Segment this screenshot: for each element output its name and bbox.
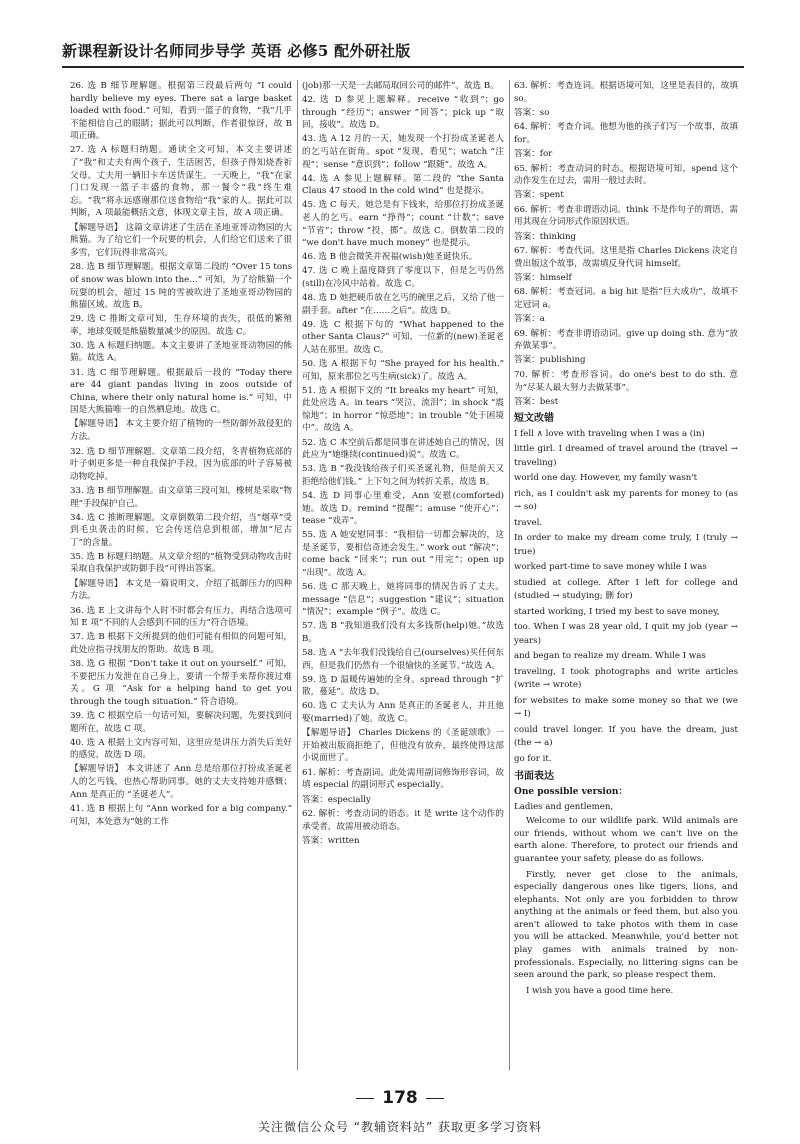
answer-item: 49. 选 C 根据下句的 “What happened to the other Santa Claus?” 可知，一位新的(new)圣诞老人站在那里。故选 C。 [302,319,504,355]
answer-item: 58. 选 A “去年我们没钱给自己(ourselves)买任何东西，但是我们仍然有一个很愉快的圣诞节。”故选 A。 [302,648,504,671]
answer-column-3 [514,80,738,1080]
answer-key: 答案：best [514,396,559,407]
correction-line: little girl. I dreamed of travel around the (travel → traveling) [514,444,738,468]
footer-promo: 关注微信公众号 “教辅资料站” 获取更多学习资料 [257,1120,543,1134]
answer-item: 65. 解析：考查动词的时态。根据语境可知，spend 这个动作发生在过去，需用一般过去时。 [514,163,738,187]
answer-item: 36. 选 E 上文讲每个人时不时都会有压力，再结合选项可知 E 项“不同的人会感到不同的压力”符合语境。 [70,605,292,629]
page-number-dash-right [426,1098,444,1099]
answer-item: 34. 选 C 推断理解题。文章倒数第二段介绍，当“烟草”受到毛虫袭击的时候，它会传送信息到根部，增加“尼古丁”的含量。 [70,512,292,548]
answer-item: 54. 选 D 同事心里难受，Ann 安慰(comforted)她。故选 D。remind “提醒”；amuse “使开心”；tease “戏弄”。 [302,490,504,527]
guide-note: 【解题导语】 本文主要介绍了植物的一些防御外敌侵犯的方法。 [70,419,292,443]
answer-column-2 [302,80,504,1080]
answer-column-1 [70,80,292,1080]
correction-line: I fell ∧ love with traveling when I was a (in) [514,428,705,439]
answer-item: 47. 选 C 晚上温度降到了零度以下，但是乞丐仍然(still)在冷风中站着。故选 C。 [302,266,504,289]
answer-item: 45. 选 C 每天，她总是有下钱来，给那位打扮成圣诞老人的乞丐。earn “挣得”；count “计数”；save “节省”；throw “投，掷”。故选 C。倒数第二段的 “we don't have much money” 也是提示。 [302,200,504,249]
answer-item: 38. 选 G 根据 “Don't take it out on yourself.” 可知，不要把压力发泄在自己身上，要请一个帮手来帮你渡过难关。G 项 “Ask for a helping hand to get you through the tough situation.” 符合语境。 [70,659,292,707]
answer-item: 60. 选 C 丈夫认为 Ann 是真正的圣诞老人，并且他娶(married)了她。故选 C。 [302,701,504,724]
answer-item: 56. 选 C 那天晚上，她将同事的情况告诉了丈夫。message “信息”；suggestion “建议”；situation “情况”；example “例子”。故选 C。 [302,582,504,618]
correction-passage [514,428,738,767]
answer-item: 51. 选 A 根据下文的 “It breaks my heart” 可知，此处应选 A。in tears “哭泣，流泪”；in shock “震惊地”；in horror “惊恐地”；in trouble “处于困境中”。故选 A。 [302,385,504,434]
answer-item: 68. 解析：考查冠词。a big hit 是指“巨大成功”，故填不定冠词 a。 [514,287,738,310]
answer-item: 70. 解析：考查形容词。do one's best to do sth. 意为“尽某人最大努力去做某事”。 [514,369,738,393]
correction-line: studied at college. After I left for college and (studied → studying; 删 for) [514,577,738,602]
correction-line: rich, as I couldn't ask my parents for money to (as → so) [514,488,738,513]
writing-title: 书面表达 [514,771,554,783]
correction-line: traveling, I took photographs and write articles (write → wrote) [514,666,738,691]
answer-item: 28. 选 B 细节理解题。根据文章第二段的 “Over 15 tons of snow was blown into the…” 可知，为了给熊猫一个玩耍的机会，超过 15 吨的雪被吹进了圣地亚哥动物园的熊猫区域。故选 B。 [70,262,292,311]
correction-title: 短文改错 [514,413,554,425]
answer-item: 53. 选 B “我没钱给孩子们买圣诞礼物，但是前天又拒绝给他们钱。” 上下句之间为转折关系，故选 B。 [302,464,504,487]
guide-note: 【解题导语】 这篇文章讲述了生活在圣地亚哥动物园的大熊猫。为了给它们一个玩要的机会，人们给它们送来了很多雪，它们玩得非常高兴。 [70,222,292,258]
correction-line: travel. [514,517,543,528]
answer-key: 答案：written [302,835,360,846]
writing-paragraph: Firstly, never get close to the animals, especially dangerous ones like tigers, lions, and elephants. Not only are you forbidden to throw anything at the animals or feed them, but also you aren't allowed to take photos with them in case you will be attacked. Meanwhile, you'd better not play games with animals trained by non-professionals. Especially, no littering signs can be seen around the park, so please respect them. [514,869,738,981]
answer-item: 30. 选 A 标题归纳题。本文主要讲了圣地亚哥动物园的熊猫。故选 A。 [70,340,292,364]
answer-item: 32. 选 D 细节理解题。文章第二段介绍，冬青植物底部的叶子刺更多是一种自我保护手段，因为底部的叶子容易被动物吃掉。 [70,446,292,482]
answer-item: 62. 解析：考查动词的语态。it 是 write 这个动作的承受者，故需用被动语态。 [302,809,504,832]
answer-item: 59. 选 D 温暖传遍她的全身。spread through “扩散，蔓延”。故选 D。 [302,674,504,698]
answer-item: 66. 解析：考查非谓语动词。think 不是作句子的谓语，需用其现在分词形式作原因状语。 [514,204,738,228]
correction-line: could travel longer. If you have the dream, just (the → a) [514,724,738,749]
answer-key: 答案：publishing [514,355,586,366]
correction-line: In order to make my dream come truly, I (truly → true) [514,533,738,557]
answer-item: 63. 解析：考查连词。根据语境可知，这里是表目的，故填 so。 [514,81,738,104]
answer-item: 26. 选 B 细节理解题。根据第三段最后两句 “I could hardly believe my eyes. There sat a large basket loaded with food.” 可知，看到一篮子的食物，“我”几乎不能相信自己的眼睛；据此可以判断，作者很惊讶，故 B 项正确。 [70,81,292,142]
guide-note: 【解题导语】 本文是一篇说明文，介绍了抵御压力的四种方法。 [70,578,292,602]
guide-note: 【解题导语】 Charles Dickens 的《圣诞颂歌》一开始被出版商拒绝了，但他没有放弃，最终使得这部小说面世了。 [302,728,504,764]
answer-item: 37. 选 B 根据下文所提到的他们可能有相似的问题可知，此处应指寻找朋友的帮助。故选 B 项。 [70,632,292,656]
answer-item: (job)那一天是一去邮局取回公司的邮件”。故选 B。 [302,81,499,91]
correction-line: and began to realize my dream. While I was [514,651,706,662]
answer-key: 答案：so [514,107,550,118]
answer-item: 41. 选 B 根据上句 “Ann worked for a big company.” 可知，本处意为“她的工作 [70,804,292,827]
column-divider [297,80,298,1070]
answer-item: 43. 选 A 12 月的一天，她发现一个打扮成圣诞老人的乞丐站在街角。spot “发现，看见”；watch “注视”；sense “意识到”；follow “跟随”。故选 A。 [302,134,504,170]
answer-item: 52. 选 C 本空前后都是同事在讲述她自己的情况，因此应为“她继续(continued)说”。故选 C。 [302,437,504,461]
answer-item: 44. 选 A 参见上题解释。第二段的 “the Santa Claus 47 stood in the cold wind” 也是提示。 [302,173,504,197]
answer-item: 27. 选 A 标题归纳题。通读全文可知，本文主要讲述了“我”和丈夫有两个孩子，生活困苦，但孩子得知烧香祈父母。丈夫用一辆旧卡车送货谋生。一天晚上，“我”在家门口发现一篮子丰盛的食物，那一餐令“我”终生难忘。“我”将永远感谢那位送食物给“我”家的人。据此可以判断，A 项最能概括文意，体现文章主旨，故 A 项正确。 [70,145,292,219]
answer-item: 35. 选 B 标题归纳题。从文章介绍的“植物受到动物攻击时采取自我保护或防御手段”可得出答案。 [70,551,292,575]
answer-item: 67. 解析：考查代词。这里是指 Charles Dickens 决定自费出版这个故事，故需填反身代词 himself。 [514,246,738,269]
column-divider [509,80,510,1070]
correction-line: go for it. [514,753,552,764]
page-number [0,1088,800,1108]
answer-key: 答案：himself [514,272,572,283]
answer-item: 31. 选 C 细节理解题。根据最后一段的 “Today there are 44 giant pandas living in zoos outside of China, where their only natural home is.” 可知，中国是大熊猫唯一的自然栖息地。故选 C。 [70,367,292,416]
answer-key: 答案：especially [302,794,371,805]
writing-greeting: Ladies and gentlemen, [514,801,614,812]
correction-line: started working, I tried my best to save money, [514,606,720,617]
correction-line: worked part-time to save money while I was [514,562,707,573]
answer-item: 40. 选 A 根据上文内容可知，这里应是讲压力消失后美好的感觉，故选 D 项。 [70,737,292,761]
writing-paragraph: I wish you have a good time here. [526,985,674,996]
writing-paragraph: Welcome to our wildlife park. Wild animals are our friends, without whom we can't live on the earth alone. Therefore, to protect our friends and guarantee your safety, please do as follows. [514,816,738,864]
answer-key: 答案：thinking [514,231,577,242]
correction-line: for websites to make some money so that we (we → I) [514,695,738,720]
answer-item: 50. 选 A 根据下句 “She prayed for his health.” 可知，原来那位乞丐生病(sick)了。故选 A。 [302,358,504,382]
correction-line: world one day. However, my family wasn't [514,473,698,484]
correction-line: too. When I was 28 year old, I quit my job (year → years) [514,622,738,646]
header-rule [62,66,744,68]
answer-key: 答案：a [514,314,545,325]
answer-item: 46. 选 B 他会微笑并祝福(wish)她圣诞快乐。 [302,252,478,263]
page-number-dash-left [356,1098,374,1099]
guide-note: 【解题导语】 本文讲述了 Ann 总是给那位打扮成圣诞老人的乞丐钱，也热心帮助同事。她的丈夫支持她并感慨；Ann 是真正的 “圣诞老人”。 [70,764,292,800]
answer-item: 64. 解析：考查介词。他想为他的孩子们写一个故事，故填 for。 [514,122,738,145]
answer-item: 69. 解析：考查非谓语动词。give up doing sth. 意为“放弃做某事”。 [514,328,738,352]
answer-item: 48. 选 D 她把硬币放在乞丐的碗里之后，又给了他一副手套。after “在……之后”。故选 D。 [302,293,504,316]
answer-key: 答案：for [514,148,553,159]
answer-item: 61. 解析：考查副词。此处需用副词修饰形容词，故填 especial 的副词形式 especially。 [302,767,504,791]
answer-item: 39. 选 C 根据空后一句话可知，要解决问题，先要找到问题所在，故选 C 项。 [70,711,292,734]
book-title: 新课程新设计名师同步导学 英语 必修5 配外研社版 [62,42,411,60]
page-header [62,32,744,72]
answer-item: 42. 选 D 参见上题解释。receive “收到”；go through “经历”；answer “回答”；pick up “取回，接收”。故选 D。 [302,95,504,131]
page-number-value: 178 [382,1088,418,1108]
answer-key: 答案：spent [514,190,564,201]
writing-subtitle: One possible version： [514,786,628,797]
answer-item: 57. 选 B “我知道我们没有太多钱帮(help)她。”故选 B。 [302,621,504,644]
answer-item: 33. 选 B 细节理解题。由文章第三段可知，橡树是采取“物理”手段保护自己。 [70,485,292,509]
answer-item: 55. 选 A 她安慰同事：“我相信一切都会解决的，这是圣诞节，要相信奇迹会发生。” work out “解决”；come back “回来”；run out “用完”；open up “出现”。故选 A。 [302,530,504,578]
answer-item: 29. 选 C 推断文章可知，生存环境的丧失，很低的繁殖率，地球变暖是熊猫数量减少的原因。故选 C。 [70,314,292,337]
